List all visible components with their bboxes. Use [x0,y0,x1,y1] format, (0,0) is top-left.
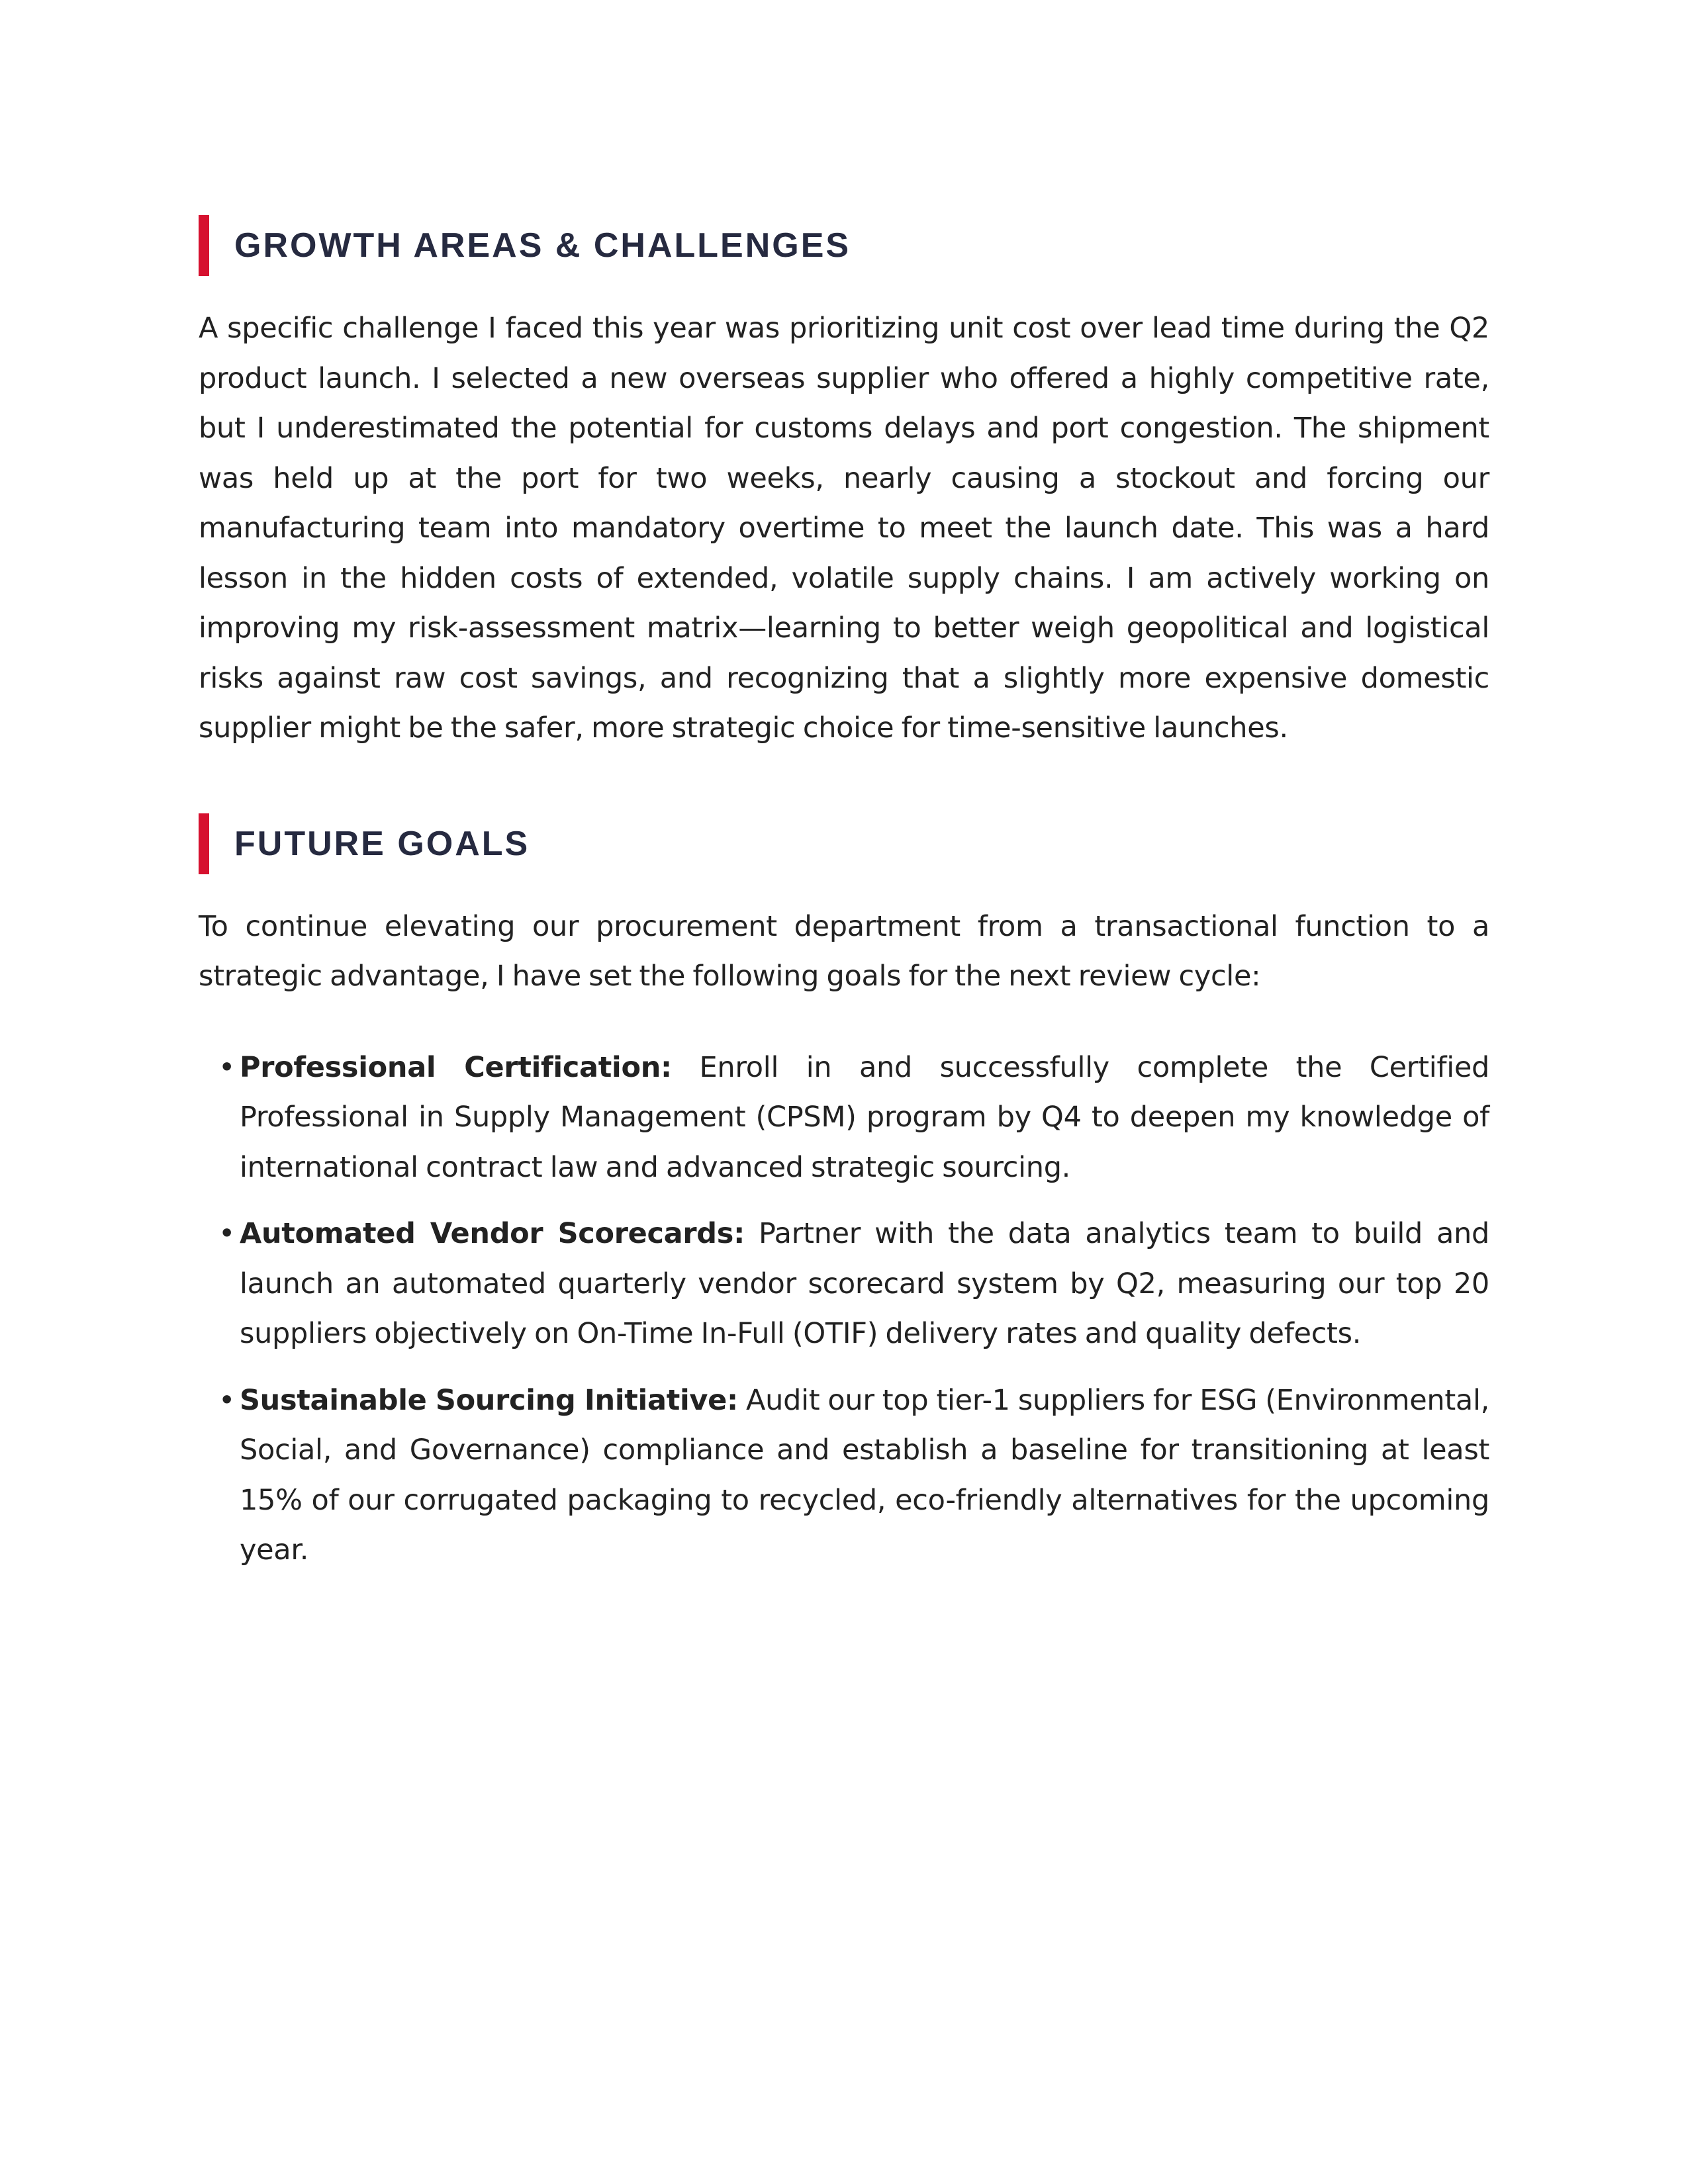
goals-list [199,1043,1489,1576]
growth-paragraph: A specific challenge I faced this year was prioritizing unit cost over lead time during the Q2 product launch. I selected a new overseas supplier who offered a highly competitive rate, but I underestimated the potential for customs delays and port congestion. The shipment was held up at the port for two weeks, nearly causing a stockout and forcing our manufacturing team into mandatory overtime to meet the launch date. This was a hard lesson in the hidden costs of extended, volatile supply chains. I am actively working on improving my risk-assessment matrix—learning to better weigh geopolitical and logistical risks against raw cost savings, and recognizing that a slightly more expensive domestic supplier might be the safer, more strategic choice for time-sensitive launches. [199,312,1489,745]
goal-title: Automated Vendor Scorecards: [240,1217,745,1250]
goal-item-sustainable-sourcing [199,1376,1489,1576]
heading-accent-bar [199,813,209,874]
goal-title: Professional Certification: [240,1050,672,1084]
goal-text [240,1043,1489,1193]
section-title-goals: FUTURE GOALS [234,824,530,863]
goal-description: Partner with the data analytics team to build and launch an automated quarterly vendor scorecard system by Q2, measuring our top 20 suppliers objectively on On-Time In-Full (OTIF) delivery rates and quality defects. [240,1217,1489,1350]
goal-description: Audit our top tier-1 suppliers for ESG (Environmental, Social, and Governance) compliance and establish a baseline for transitioning at least 15% of our corrugated packaging to recycled, eco-friendly alternatives for the upcoming year. [240,1383,1489,1567]
goal-text [240,1376,1489,1576]
heading-accent-bar [199,215,209,276]
goal-item-scorecards [199,1209,1489,1359]
section-title-growth: GROWTH AREAS & CHALLENGES [234,226,851,265]
bullet-icon: • [218,1050,236,1084]
goal-text [240,1209,1489,1359]
section-heading-growth [199,215,1489,276]
goal-title: Sustainable Sourcing Initiative: [240,1383,738,1417]
goal-description: Enroll in and successfully complete the Certified Professional in Supply Management (CPSM) program by Q4 to deepen my knowledge of international contract law and advanced strategic sourcing. [240,1050,1489,1184]
bullet-icon: • [218,1383,236,1417]
goal-item-certification [199,1043,1489,1193]
goals-intro-paragraph: To continue elevating our procurement department from a transactional function to a strategic advantage, I have set the following goals for the next review cycle: [199,909,1489,993]
section-heading-goals [199,813,1489,874]
bullet-icon: • [218,1217,236,1250]
document-page [199,215,1489,1592]
